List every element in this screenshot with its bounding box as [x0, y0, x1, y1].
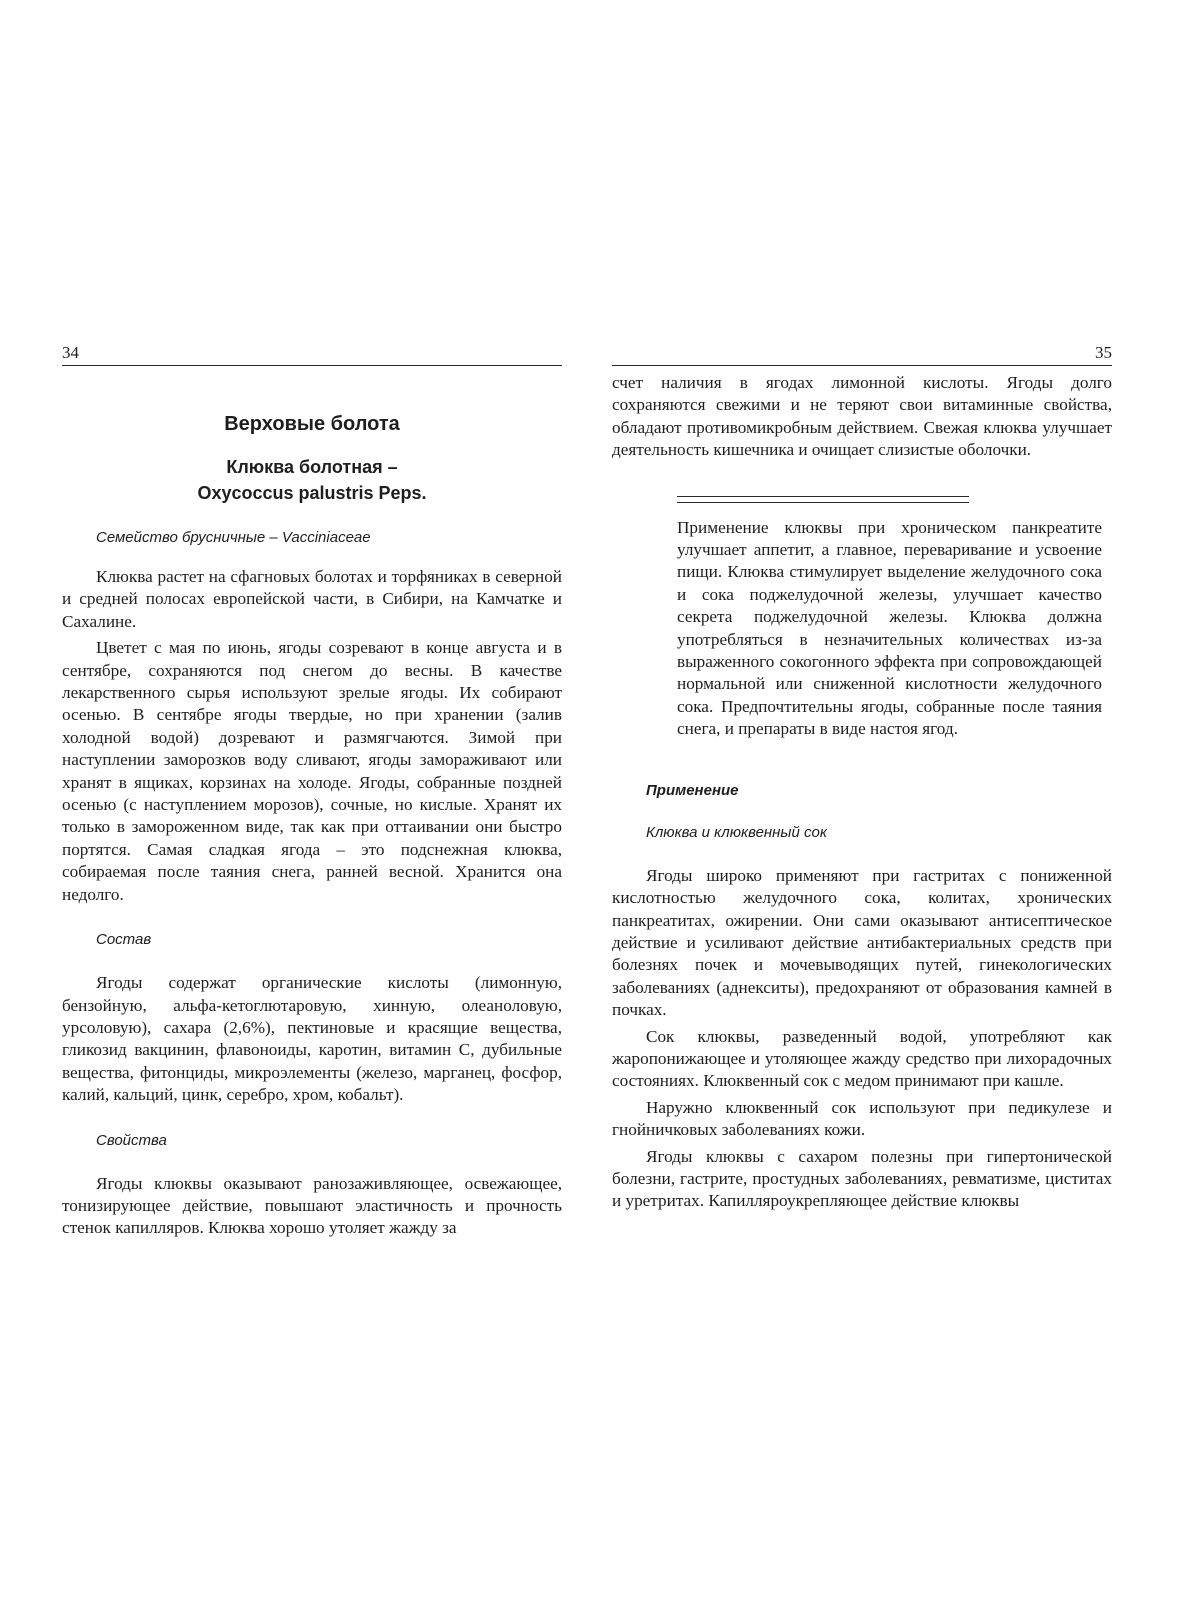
paragraph: Наружно клюквенный сок используют при педикулезе и гнойничковых заболеваниях кожи. — [612, 1097, 1112, 1140]
paragraph: Цветет с мая по июнь, ягоды созревают в конце августа и в сентябре, сохраняются под снегом до весны. В качестве лекарственного сырья используют зрелые ягоды. Их собирают осенью. В сентябре ягоды твердые, но при хранении (залив холодной водой) дозревают и размягчаются. Зимой при наступлении заморозков воду сливают, ягоды замораживают или хранят в ящиках, корзинах на холоде. Ягоды, собранные поздней осенью (с наступлением морозов), сочные, но кислые. Хранят их только в замороженном виде, так как при оттаивании они быстро портятся. Самая сладкая ягода – это подснежная клюква, собираемая после таяния снега, ранней весной. Хранится она недолго. — [62, 638, 562, 904]
juice-heading: Клюква и клюквенный сок — [646, 823, 827, 841]
boxed-note: Применение клюквы при хроническом панкреатите улучшает аппетит, а главное, переваривание и усвоение пищи. Клюква стимулирует выделение желудочного сока и сока поджелудочной железы, улучшает качество секрета поджелудочной железы. Клюква должна употребляться в незначительных количествах из-за выраженного сокогонного эффекта при сопровождающей нормальной или сниженной кислотности желудочного сока. Предпочтительны ягоды, собранные после таяния снега, и препараты в виде настоя ягод. — [677, 517, 1102, 739]
chapter-title: Верховые болота — [224, 413, 400, 435]
paragraph: Клюква растет на сфагновых болотах и торфяниках в северной и средней полосах европейской части, в Сибири, на Камчатке и Сахалине. — [62, 567, 562, 631]
right-page-header — [612, 342, 1112, 366]
plant-title-line: Клюква болотная – — [226, 457, 398, 477]
properties-section — [62, 1173, 562, 1240]
composition-heading: Состав — [96, 931, 152, 949]
properties-heading: Свойства — [96, 1131, 167, 1149]
plant-title — [62, 454, 562, 506]
paragraph: Ягоды клюквы оказывают ранозаживляющее, освежающее, тонизирующее действие, повышают эластичность и прочность стенок капилляров. Клюква хорошо утоляет жажду за — [62, 1173, 562, 1238]
paragraph: Ягоды клюквы с сахаром полезны при гипертонической болезни, гастрите, простудных заболеваниях, ревматизме, циститах и уретритах. Капилляроукрепляющее действие клюквы — [612, 1146, 1112, 1211]
paragraph: Ягоды широко применяют при гастритах с пониженной кислотностью желудочного сока, колитах, хронических панкреатитах, ожирении. Они сами оказывают антисептическое действие и усиливают действие антибактериальных средств при болезнях почек и мочевыводящих путей, гинекологических заболеваниях (аднекситы), предохраняют от образования камней в почках. — [612, 865, 1112, 1020]
continuation-text — [612, 372, 1112, 462]
left-page — [62, 342, 562, 1240]
family-label: Семейство брусничные – Vacciniaceae — [96, 529, 371, 546]
composition-section — [62, 972, 562, 1106]
left-page-header — [62, 342, 562, 366]
application-section — [612, 865, 1112, 1213]
plant-title-line: Oxycoccus palustris Peps. — [197, 483, 427, 503]
paragraph: Ягоды содержат органические кислоты (лимонную, бензойную, альфа-кетоглютаровую, хинную, олеаноловую, урсоловую), сахара (2,6%), пектиновые и красящие вещества, гликозид вакцинин, флавоноиды, каротин, витамин С, дубильные вещества, фитонциды, микроэлементы (железо, марганец, фосфор, калий, кальций, цинк, серебро, хром, кобальт). — [62, 973, 562, 1105]
page-number: 34 — [62, 343, 79, 362]
application-heading: Применение — [646, 781, 739, 799]
page-number: 35 — [1095, 343, 1112, 362]
intro-text — [62, 566, 562, 906]
paragraph: Сок клюквы, разведенный водой, употребляют как жаропонижающее и утоляющее жажду средство при лихорадочных состояниях. Клюквенный сок с медом принимают при кашле. — [612, 1026, 1112, 1091]
paragraph: счет наличия в ягодах лимонной кислоты. Ягоды долго сохраняются свежими и не теряют свои витаминные свойства, обладают противомикробным действием. Свежая клюква улучшает деятельность кишечника и очищает слизистые оболочки. — [612, 373, 1112, 460]
box-divider — [677, 496, 969, 503]
right-page — [612, 342, 1112, 1213]
